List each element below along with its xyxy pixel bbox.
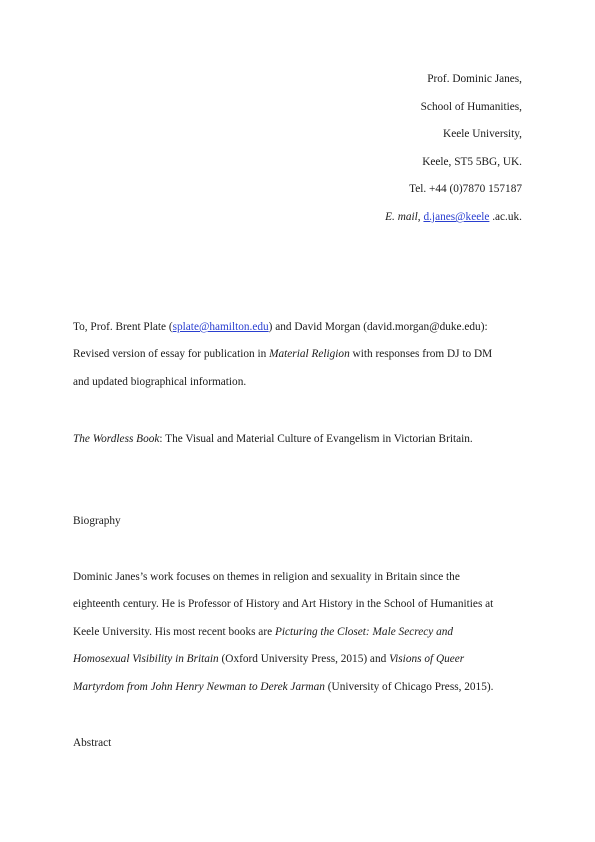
address-email-line <box>385 210 522 224</box>
email-separator: , <box>417 211 424 223</box>
plate-email-link[interactable]: splate@hamilton.edu <box>172 321 269 333</box>
essay-title-italic: The Wordless Book <box>73 433 160 445</box>
abstract-heading: Abstract <box>73 737 112 749</box>
email-link[interactable]: d.janes@keele <box>423 211 490 223</box>
essay-title <box>73 432 473 446</box>
bio-line-2: eighteenth century. He is Professor of History and Art History in the School of Humanities at <box>73 598 494 611</box>
intro-text: Revised version of essay for publication in <box>73 348 270 361</box>
address-name: Prof. Dominic Janes, <box>427 73 522 85</box>
intro-line-2 <box>73 347 533 374</box>
intro-paragraph <box>73 320 533 402</box>
email-label: E. mail <box>385 211 418 223</box>
journal-title: Material Religion <box>269 348 350 361</box>
bio-line-4 <box>73 652 533 679</box>
biography-paragraph <box>73 570 533 707</box>
bio-line-5 <box>73 680 533 707</box>
address-school: School of Humanities, <box>420 101 522 113</box>
intro-text: with responses from DJ to DM <box>349 348 493 361</box>
biography-heading: Biography <box>73 515 121 527</box>
intro-text: To, Prof. Brent Plate ( <box>73 321 173 333</box>
bio-line-1: Dominic Janes’s work focuses on themes in religion and sexuality in Britain since the <box>73 571 460 583</box>
book-title: Visions of Queer <box>389 653 465 666</box>
bio-text: (Oxford University Press, 2015) and <box>218 653 390 666</box>
bio-text: Keele University. His most recent books are <box>73 625 275 638</box>
intro-line-1 <box>73 320 533 347</box>
essay-title-rest: : The Visual and Material Culture of Evangelism in Victorian Britain. <box>159 433 473 445</box>
book-title: Martyrdom from John Henry Newman to Derek Jarman <box>73 680 325 693</box>
book-title: Picturing the Closet: Male Secrecy and <box>274 625 454 638</box>
address-city: Keele, ST5 5BG, UK. <box>422 156 522 168</box>
intro-line-3: and updated biographical information. <box>73 375 247 388</box>
address-university: Keele University, <box>443 128 522 140</box>
intro-text: ) and David Morgan (david.morgan@duke.edu): <box>268 321 488 333</box>
bio-line-3 <box>73 625 533 652</box>
email-tail: .ac.uk. <box>489 211 522 223</box>
book-title: Homosexual Visibility in Britain <box>73 653 219 666</box>
address-tel: Tel. +44 (0)7870 157187 <box>409 183 522 195</box>
bio-text: (University of Chicago Press, 2015). <box>324 680 494 693</box>
